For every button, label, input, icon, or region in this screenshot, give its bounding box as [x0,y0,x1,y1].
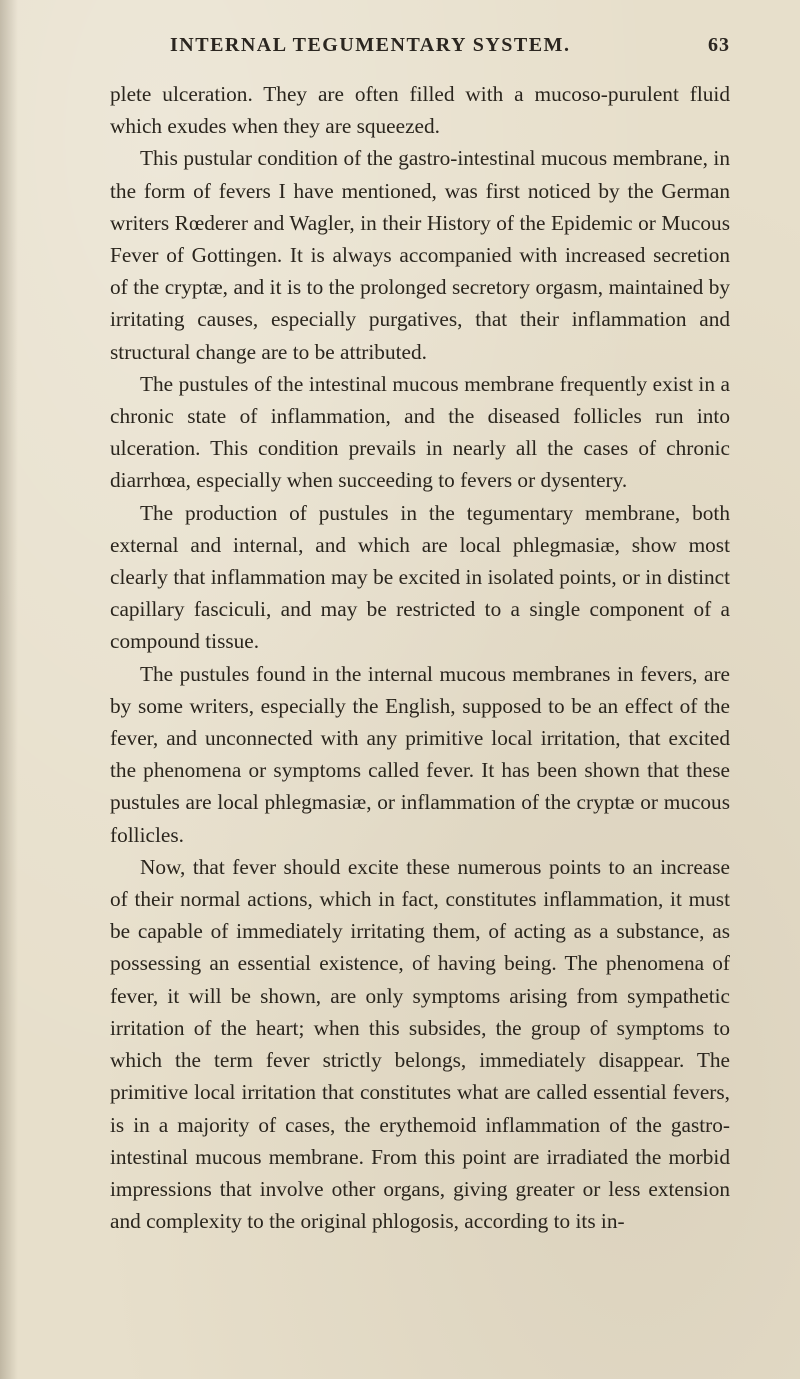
paragraph-5: The pustules found in the internal mucous membranes in fevers, are by some writers, especially the English, supposed to be an effect of the fever, and unconnected with any primitive local irritation, that excited the phenomena or symptoms called fever. It has been shown that these pustules are local phlegmasiæ, or inflammation of the cryptæ or mucous follicles. [110,661,730,847]
page-number: 63 [708,34,730,56]
paragraph-4: The production of pustules in the tegumentary membrane, both external and internal, and which are local phlegmasiæ, show most clearly that inflammation may be excited in isolated points, or in distinct capillary fasciculi, and may be restricted to a single component of a compound tissue. [110,500,730,654]
paragraph-3: The pustules of the intestinal mucous membrane frequently exist in a chronic state of inflammation, and the diseased follicles run into ulceration. This condition prevails in nearly all the cases of chronic diarrhœa, especially when succeeding to fevers or dysentery. [110,371,730,493]
page-binding-shadow [0,0,18,1379]
paragraph-6: Now, that fever should excite these numerous points to an increase of their normal actions, which in fact, constitutes inflammation, it must be capable of immediately irritating them, of acting as a substance, as possessing an essential existence, of having being. The phenomena of fever, it will be shown, are only symptoms arising from sympathetic irritation of the heart; when this subsides, the group of symptoms to which the term fever strictly belongs, immediately disappear. The primitive local irritation that constitutes what are called essential fevers, is in a majority of cases, the erythemoid inflammation of the gastro-intestinal mucous membrane. From this point are irradiated the morbid impressions that involve other organs, giving greater or less extension and complexity to the original phlogosis, according to its in- [110,854,730,1234]
paragraph-2: This pustular condition of the gastro-intestinal mucous membrane, in the form of fevers I have mentioned, was first noticed by the German writers Rœderer and Wagler, in their History of the Epidemic or Mucous Fever of Gottingen. It is always accompanied with increased secretion of the cryptæ, and it is to the prolonged secretory orgasm, maintained by irritating causes, especially purgatives, that their inflammation and structural change are to be attributed. [110,146,730,364]
running-head: INTERNAL TEGUMENTARY SYSTEM. [170,34,571,56]
body-text [110,78,730,1237]
paragraph-1: plete ulceration. They are often filled with a mucoso-purulent fluid which exudes when they are squeezed. [110,82,730,139]
page-header [170,34,730,64]
